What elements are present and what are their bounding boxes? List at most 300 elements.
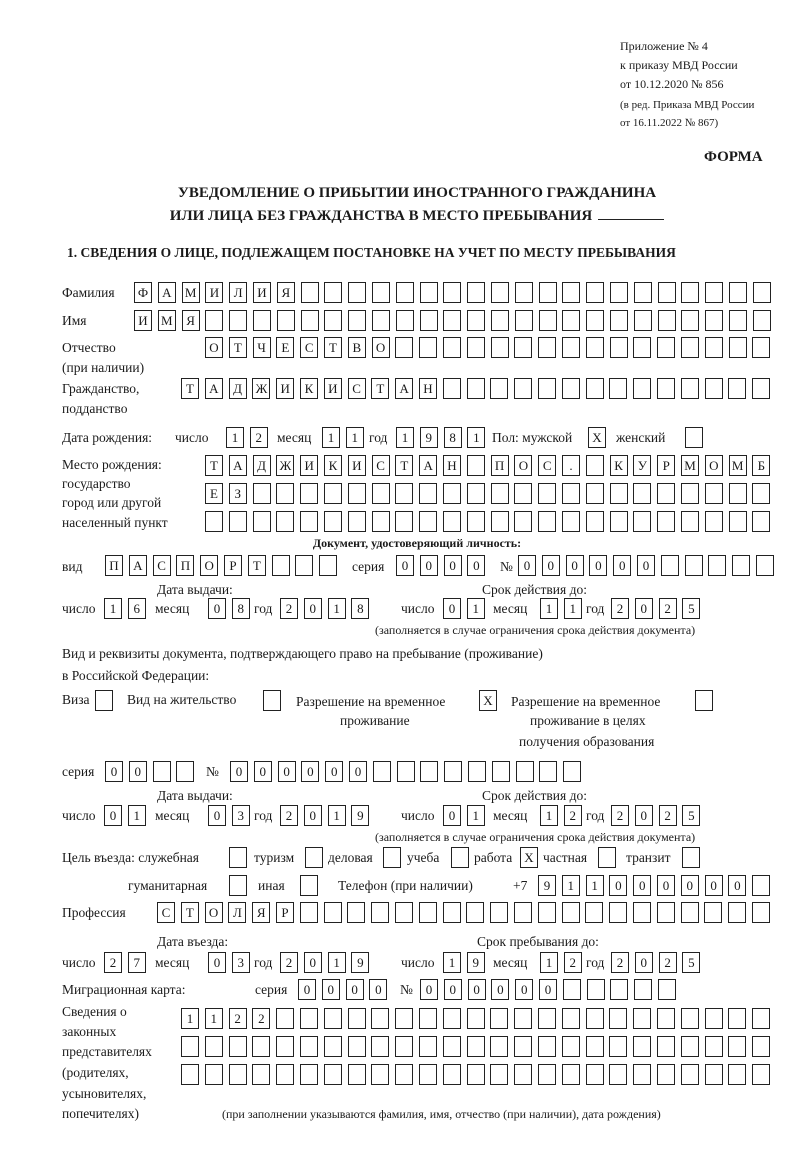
char-cell[interactable] bbox=[490, 902, 508, 923]
char-cell[interactable] bbox=[205, 1036, 223, 1057]
char-cell[interactable]: Р bbox=[657, 455, 675, 476]
char-cell[interactable]: 0 bbox=[325, 761, 343, 782]
char-cell[interactable] bbox=[586, 282, 604, 303]
char-cell[interactable] bbox=[634, 282, 652, 303]
char-cell[interactable] bbox=[300, 1008, 318, 1029]
char-cell[interactable] bbox=[229, 1036, 247, 1057]
char-cell[interactable] bbox=[609, 1008, 627, 1029]
purpose-official-checkbox[interactable] bbox=[229, 847, 248, 868]
char-cell[interactable]: 1 bbox=[205, 1008, 223, 1029]
char-cell[interactable] bbox=[752, 902, 770, 923]
birth-month-boxes[interactable] bbox=[322, 427, 365, 448]
char-cell[interactable]: Д bbox=[253, 455, 271, 476]
reps-boxes-3[interactable] bbox=[181, 1064, 771, 1085]
char-cell[interactable] bbox=[728, 902, 746, 923]
char-cell[interactable] bbox=[229, 310, 247, 331]
char-cell[interactable] bbox=[657, 337, 675, 358]
char-cell[interactable] bbox=[657, 378, 675, 399]
char-cell[interactable]: 0 bbox=[539, 979, 557, 1000]
char-cell[interactable]: М bbox=[158, 310, 176, 331]
char-cell[interactable] bbox=[752, 875, 770, 896]
char-cell[interactable] bbox=[633, 378, 651, 399]
char-cell[interactable] bbox=[466, 902, 484, 923]
char-cell[interactable]: 0 bbox=[657, 875, 675, 896]
char-cell[interactable] bbox=[395, 1036, 413, 1057]
mc-series-boxes[interactable] bbox=[298, 979, 388, 1000]
purpose-work-checkbox[interactable] bbox=[520, 847, 539, 868]
char-cell[interactable]: Б bbox=[752, 455, 770, 476]
char-cell[interactable] bbox=[397, 761, 415, 782]
char-cell[interactable] bbox=[277, 310, 295, 331]
char-cell[interactable] bbox=[705, 483, 723, 504]
char-cell[interactable] bbox=[633, 337, 651, 358]
char-cell[interactable] bbox=[420, 310, 438, 331]
char-cell[interactable] bbox=[395, 1008, 413, 1029]
char-cell[interactable] bbox=[419, 1008, 437, 1029]
char-cell[interactable]: 6 bbox=[128, 598, 146, 619]
char-cell[interactable]: 1 bbox=[562, 875, 580, 896]
char-cell[interactable] bbox=[681, 511, 699, 532]
char-cell[interactable]: 0 bbox=[396, 555, 414, 576]
char-cell[interactable]: Ч bbox=[253, 337, 271, 358]
char-cell[interactable]: X bbox=[520, 847, 538, 868]
char-cell[interactable]: 2 bbox=[104, 952, 122, 973]
char-cell[interactable]: Д bbox=[229, 378, 247, 399]
char-cell[interactable]: Я bbox=[182, 310, 200, 331]
char-cell[interactable]: Н bbox=[443, 455, 461, 476]
char-cell[interactable]: Е bbox=[276, 337, 294, 358]
char-cell[interactable] bbox=[586, 483, 604, 504]
char-cell[interactable]: 1 bbox=[540, 952, 558, 973]
char-cell[interactable] bbox=[752, 1008, 770, 1029]
char-cell[interactable] bbox=[562, 511, 580, 532]
char-cell[interactable] bbox=[633, 902, 651, 923]
id-number-boxes[interactable] bbox=[518, 555, 775, 576]
char-cell[interactable] bbox=[705, 1036, 723, 1057]
char-cell[interactable] bbox=[753, 310, 771, 331]
char-cell[interactable]: 0 bbox=[298, 979, 316, 1000]
char-cell[interactable] bbox=[586, 455, 604, 476]
char-cell[interactable] bbox=[681, 483, 699, 504]
rd-issue-month-boxes[interactable] bbox=[208, 805, 251, 826]
char-cell[interactable]: 2 bbox=[280, 805, 298, 826]
char-cell[interactable] bbox=[181, 1064, 199, 1085]
char-cell[interactable]: Е bbox=[205, 483, 223, 504]
char-cell[interactable] bbox=[252, 1064, 270, 1085]
char-cell[interactable]: В bbox=[348, 337, 366, 358]
patronymic-boxes[interactable] bbox=[205, 337, 771, 358]
char-cell[interactable] bbox=[705, 1008, 723, 1029]
char-cell[interactable] bbox=[372, 282, 390, 303]
char-cell[interactable] bbox=[708, 555, 726, 576]
char-cell[interactable] bbox=[705, 1064, 723, 1085]
char-cell[interactable] bbox=[609, 902, 627, 923]
birthplace-boxes-3[interactable] bbox=[205, 511, 771, 532]
char-cell[interactable] bbox=[661, 555, 679, 576]
char-cell[interactable] bbox=[419, 1036, 437, 1057]
rd-issue-day-boxes[interactable] bbox=[104, 805, 147, 826]
char-cell[interactable] bbox=[609, 378, 627, 399]
char-cell[interactable] bbox=[562, 1036, 580, 1057]
reps-boxes-2[interactable] bbox=[181, 1036, 771, 1057]
char-cell[interactable] bbox=[371, 1064, 389, 1085]
char-cell[interactable] bbox=[372, 511, 390, 532]
char-cell[interactable] bbox=[538, 902, 556, 923]
char-cell[interactable] bbox=[562, 902, 580, 923]
char-cell[interactable]: И bbox=[134, 310, 152, 331]
char-cell[interactable] bbox=[598, 847, 616, 868]
char-cell[interactable] bbox=[514, 1064, 532, 1085]
char-cell[interactable]: 1 bbox=[322, 427, 340, 448]
char-cell[interactable] bbox=[443, 1064, 461, 1085]
char-cell[interactable]: 9 bbox=[351, 805, 369, 826]
char-cell[interactable] bbox=[610, 979, 628, 1000]
citizenship-boxes[interactable] bbox=[181, 378, 771, 399]
char-cell[interactable] bbox=[539, 761, 557, 782]
purpose-tourism-checkbox[interactable] bbox=[305, 847, 324, 868]
char-cell[interactable] bbox=[443, 1008, 461, 1029]
char-cell[interactable]: 9 bbox=[351, 952, 369, 973]
char-cell[interactable] bbox=[324, 310, 342, 331]
char-cell[interactable]: 0 bbox=[542, 555, 560, 576]
id-valid-month-boxes[interactable] bbox=[540, 598, 583, 619]
char-cell[interactable]: А bbox=[129, 555, 147, 576]
temp-permit-checkbox[interactable] bbox=[479, 690, 498, 711]
char-cell[interactable]: 2 bbox=[659, 952, 677, 973]
char-cell[interactable] bbox=[419, 483, 437, 504]
char-cell[interactable] bbox=[371, 1008, 389, 1029]
char-cell[interactable]: 1 bbox=[564, 598, 582, 619]
char-cell[interactable] bbox=[419, 902, 437, 923]
char-cell[interactable] bbox=[324, 1008, 342, 1029]
char-cell[interactable] bbox=[752, 378, 770, 399]
char-cell[interactable] bbox=[729, 483, 747, 504]
char-cell[interactable] bbox=[252, 1036, 270, 1057]
char-cell[interactable]: 1 bbox=[328, 952, 346, 973]
id-valid-day-boxes[interactable] bbox=[443, 598, 486, 619]
char-cell[interactable]: О bbox=[205, 902, 223, 923]
char-cell[interactable] bbox=[728, 1008, 746, 1029]
char-cell[interactable]: 5 bbox=[682, 598, 700, 619]
entry-year-boxes[interactable] bbox=[280, 952, 370, 973]
char-cell[interactable] bbox=[562, 310, 580, 331]
char-cell[interactable] bbox=[681, 1064, 699, 1085]
char-cell[interactable]: Т bbox=[371, 378, 389, 399]
char-cell[interactable]: 0 bbox=[230, 761, 248, 782]
char-cell[interactable] bbox=[657, 1036, 675, 1057]
id-issue-year-boxes[interactable] bbox=[280, 598, 370, 619]
rd-valid-year-boxes[interactable] bbox=[611, 805, 701, 826]
char-cell[interactable] bbox=[419, 337, 437, 358]
char-cell[interactable] bbox=[395, 483, 413, 504]
char-cell[interactable]: К bbox=[324, 455, 342, 476]
char-cell[interactable]: 0 bbox=[304, 805, 322, 826]
char-cell[interactable] bbox=[681, 310, 699, 331]
char-cell[interactable] bbox=[420, 282, 438, 303]
char-cell[interactable]: 2 bbox=[564, 952, 582, 973]
residence-permit-checkbox[interactable] bbox=[263, 690, 282, 711]
char-cell[interactable] bbox=[443, 310, 461, 331]
char-cell[interactable] bbox=[538, 1008, 556, 1029]
char-cell[interactable] bbox=[348, 511, 366, 532]
char-cell[interactable] bbox=[153, 761, 171, 782]
char-cell[interactable] bbox=[276, 1008, 294, 1029]
char-cell[interactable] bbox=[176, 761, 194, 782]
char-cell[interactable]: 0 bbox=[635, 598, 653, 619]
char-cell[interactable] bbox=[586, 1064, 604, 1085]
char-cell[interactable] bbox=[324, 282, 342, 303]
char-cell[interactable] bbox=[492, 761, 510, 782]
char-cell[interactable]: 0 bbox=[613, 555, 631, 576]
char-cell[interactable] bbox=[395, 337, 413, 358]
char-cell[interactable]: 1 bbox=[443, 952, 461, 973]
char-cell[interactable] bbox=[467, 337, 485, 358]
char-cell[interactable]: 5 bbox=[682, 805, 700, 826]
char-cell[interactable] bbox=[467, 1036, 485, 1057]
id-issue-day-boxes[interactable] bbox=[104, 598, 147, 619]
char-cell[interactable]: 2 bbox=[611, 598, 629, 619]
char-cell[interactable]: 2 bbox=[611, 952, 629, 973]
char-cell[interactable] bbox=[443, 483, 461, 504]
char-cell[interactable]: И bbox=[205, 282, 223, 303]
char-cell[interactable] bbox=[229, 1064, 247, 1085]
char-cell[interactable] bbox=[348, 1064, 366, 1085]
char-cell[interactable] bbox=[728, 1036, 746, 1057]
char-cell[interactable] bbox=[657, 483, 675, 504]
char-cell[interactable]: 2 bbox=[611, 805, 629, 826]
char-cell[interactable] bbox=[705, 511, 723, 532]
char-cell[interactable]: П bbox=[176, 555, 194, 576]
char-cell[interactable] bbox=[491, 511, 509, 532]
char-cell[interactable]: Л bbox=[229, 282, 247, 303]
birthplace-boxes-2[interactable] bbox=[205, 483, 771, 504]
char-cell[interactable] bbox=[705, 282, 723, 303]
char-cell[interactable] bbox=[562, 337, 580, 358]
char-cell[interactable] bbox=[539, 282, 557, 303]
char-cell[interactable]: 8 bbox=[232, 598, 250, 619]
char-cell[interactable]: 0 bbox=[420, 555, 438, 576]
char-cell[interactable] bbox=[319, 555, 337, 576]
char-cell[interactable] bbox=[490, 378, 508, 399]
char-cell[interactable] bbox=[490, 1036, 508, 1057]
stay-month-boxes[interactable] bbox=[540, 952, 583, 973]
sex-male-checkbox[interactable] bbox=[588, 427, 607, 448]
char-cell[interactable] bbox=[395, 1064, 413, 1085]
char-cell[interactable] bbox=[419, 511, 437, 532]
char-cell[interactable]: 1 bbox=[396, 427, 414, 448]
char-cell[interactable] bbox=[467, 483, 485, 504]
char-cell[interactable]: 8 bbox=[351, 598, 369, 619]
char-cell[interactable] bbox=[324, 483, 342, 504]
char-cell[interactable]: 1 bbox=[540, 805, 558, 826]
char-cell[interactable] bbox=[586, 511, 604, 532]
char-cell[interactable] bbox=[205, 1064, 223, 1085]
char-cell[interactable] bbox=[729, 337, 747, 358]
char-cell[interactable] bbox=[634, 310, 652, 331]
char-cell[interactable] bbox=[586, 1036, 604, 1057]
char-cell[interactable]: С bbox=[153, 555, 171, 576]
char-cell[interactable] bbox=[681, 1008, 699, 1029]
char-cell[interactable] bbox=[443, 337, 461, 358]
char-cell[interactable]: И bbox=[348, 455, 366, 476]
char-cell[interactable]: 0 bbox=[491, 979, 509, 1000]
char-cell[interactable]: О bbox=[705, 455, 723, 476]
char-cell[interactable] bbox=[468, 761, 486, 782]
char-cell[interactable] bbox=[586, 337, 604, 358]
char-cell[interactable] bbox=[229, 511, 247, 532]
char-cell[interactable] bbox=[443, 1036, 461, 1057]
char-cell[interactable] bbox=[538, 337, 556, 358]
char-cell[interactable]: 0 bbox=[589, 555, 607, 576]
char-cell[interactable]: Т bbox=[395, 455, 413, 476]
char-cell[interactable] bbox=[348, 1036, 366, 1057]
char-cell[interactable] bbox=[538, 511, 556, 532]
sex-female-checkbox[interactable] bbox=[685, 427, 704, 448]
char-cell[interactable] bbox=[752, 337, 770, 358]
char-cell[interactable]: Ж bbox=[276, 455, 294, 476]
char-cell[interactable]: 0 bbox=[346, 979, 364, 1000]
char-cell[interactable] bbox=[685, 427, 703, 448]
char-cell[interactable]: А bbox=[395, 378, 413, 399]
char-cell[interactable]: Т bbox=[181, 902, 199, 923]
char-cell[interactable] bbox=[729, 511, 747, 532]
char-cell[interactable]: 0 bbox=[301, 761, 319, 782]
char-cell[interactable]: М bbox=[681, 455, 699, 476]
rd-number-boxes[interactable] bbox=[230, 761, 582, 782]
char-cell[interactable] bbox=[514, 483, 532, 504]
char-cell[interactable]: П bbox=[105, 555, 123, 576]
char-cell[interactable] bbox=[444, 761, 462, 782]
birth-year-boxes[interactable] bbox=[396, 427, 486, 448]
char-cell[interactable]: 1 bbox=[181, 1008, 199, 1029]
char-cell[interactable] bbox=[514, 1008, 532, 1029]
char-cell[interactable]: 1 bbox=[104, 598, 122, 619]
char-cell[interactable] bbox=[732, 555, 750, 576]
char-cell[interactable] bbox=[229, 847, 247, 868]
char-cell[interactable] bbox=[658, 979, 676, 1000]
char-cell[interactable]: 8 bbox=[444, 427, 462, 448]
char-cell[interactable]: М bbox=[182, 282, 200, 303]
char-cell[interactable] bbox=[372, 310, 390, 331]
char-cell[interactable]: 0 bbox=[254, 761, 272, 782]
edu-permit-checkbox[interactable] bbox=[695, 690, 714, 711]
char-cell[interactable]: 9 bbox=[538, 875, 556, 896]
char-cell[interactable] bbox=[301, 282, 319, 303]
char-cell[interactable]: 0 bbox=[322, 979, 340, 1000]
char-cell[interactable]: 0 bbox=[609, 875, 627, 896]
char-cell[interactable] bbox=[538, 483, 556, 504]
char-cell[interactable] bbox=[586, 310, 604, 331]
char-cell[interactable] bbox=[681, 378, 699, 399]
char-cell[interactable] bbox=[756, 555, 774, 576]
char-cell[interactable]: 0 bbox=[105, 761, 123, 782]
char-cell[interactable]: А bbox=[158, 282, 176, 303]
char-cell[interactable] bbox=[276, 1064, 294, 1085]
char-cell[interactable] bbox=[420, 761, 438, 782]
char-cell[interactable] bbox=[681, 902, 699, 923]
char-cell[interactable] bbox=[633, 1008, 651, 1029]
char-cell[interactable] bbox=[443, 282, 461, 303]
char-cell[interactable] bbox=[516, 761, 534, 782]
char-cell[interactable] bbox=[395, 511, 413, 532]
char-cell[interactable] bbox=[562, 378, 580, 399]
char-cell[interactable]: Т bbox=[181, 378, 199, 399]
char-cell[interactable]: 1 bbox=[467, 805, 485, 826]
char-cell[interactable]: 1 bbox=[328, 598, 346, 619]
char-cell[interactable] bbox=[324, 1036, 342, 1057]
char-cell[interactable] bbox=[705, 378, 723, 399]
phone-boxes[interactable] bbox=[538, 875, 771, 896]
char-cell[interactable]: Т bbox=[205, 455, 223, 476]
rd-issue-year-boxes[interactable] bbox=[280, 805, 370, 826]
char-cell[interactable] bbox=[562, 282, 580, 303]
char-cell[interactable] bbox=[562, 1064, 580, 1085]
char-cell[interactable] bbox=[467, 1008, 485, 1029]
char-cell[interactable]: 0 bbox=[278, 761, 296, 782]
char-cell[interactable]: 2 bbox=[280, 952, 298, 973]
char-cell[interactable] bbox=[657, 1008, 675, 1029]
char-cell[interactable]: К bbox=[610, 455, 628, 476]
purpose-transit-checkbox[interactable] bbox=[682, 847, 701, 868]
char-cell[interactable] bbox=[562, 483, 580, 504]
char-cell[interactable] bbox=[301, 310, 319, 331]
char-cell[interactable]: 1 bbox=[467, 427, 485, 448]
char-cell[interactable]: 0 bbox=[633, 875, 651, 896]
char-cell[interactable] bbox=[634, 979, 652, 1000]
char-cell[interactable]: 3 bbox=[232, 805, 250, 826]
char-cell[interactable]: 0 bbox=[349, 761, 367, 782]
char-cell[interactable] bbox=[276, 1036, 294, 1057]
char-cell[interactable] bbox=[443, 378, 461, 399]
char-cell[interactable] bbox=[610, 511, 628, 532]
char-cell[interactable]: 0 bbox=[304, 952, 322, 973]
char-cell[interactable] bbox=[467, 282, 485, 303]
char-cell[interactable] bbox=[609, 1064, 627, 1085]
char-cell[interactable] bbox=[253, 511, 271, 532]
char-cell[interactable]: О bbox=[205, 337, 223, 358]
char-cell[interactable] bbox=[205, 511, 223, 532]
char-cell[interactable] bbox=[491, 310, 509, 331]
char-cell[interactable] bbox=[372, 483, 390, 504]
char-cell[interactable]: 0 bbox=[443, 598, 461, 619]
char-cell[interactable]: 0 bbox=[566, 555, 584, 576]
char-cell[interactable] bbox=[347, 902, 365, 923]
char-cell[interactable]: Я bbox=[277, 282, 295, 303]
rd-series-boxes[interactable] bbox=[105, 761, 195, 782]
char-cell[interactable]: 0 bbox=[637, 555, 655, 576]
id-issue-month-boxes[interactable] bbox=[208, 598, 251, 619]
char-cell[interactable] bbox=[633, 1064, 651, 1085]
char-cell[interactable]: Р bbox=[224, 555, 242, 576]
char-cell[interactable] bbox=[657, 902, 675, 923]
char-cell[interactable] bbox=[610, 337, 628, 358]
char-cell[interactable]: О bbox=[200, 555, 218, 576]
char-cell[interactable] bbox=[272, 555, 290, 576]
char-cell[interactable]: . bbox=[562, 455, 580, 476]
char-cell[interactable]: 1 bbox=[586, 875, 604, 896]
char-cell[interactable]: 0 bbox=[518, 555, 536, 576]
char-cell[interactable] bbox=[348, 282, 366, 303]
char-cell[interactable] bbox=[633, 511, 651, 532]
char-cell[interactable] bbox=[585, 902, 603, 923]
char-cell[interactable]: 2 bbox=[564, 805, 582, 826]
char-cell[interactable]: О bbox=[372, 337, 390, 358]
char-cell[interactable] bbox=[681, 1036, 699, 1057]
char-cell[interactable] bbox=[609, 1036, 627, 1057]
char-cell[interactable] bbox=[300, 902, 318, 923]
char-cell[interactable] bbox=[563, 761, 581, 782]
entry-day-boxes[interactable] bbox=[104, 952, 147, 973]
